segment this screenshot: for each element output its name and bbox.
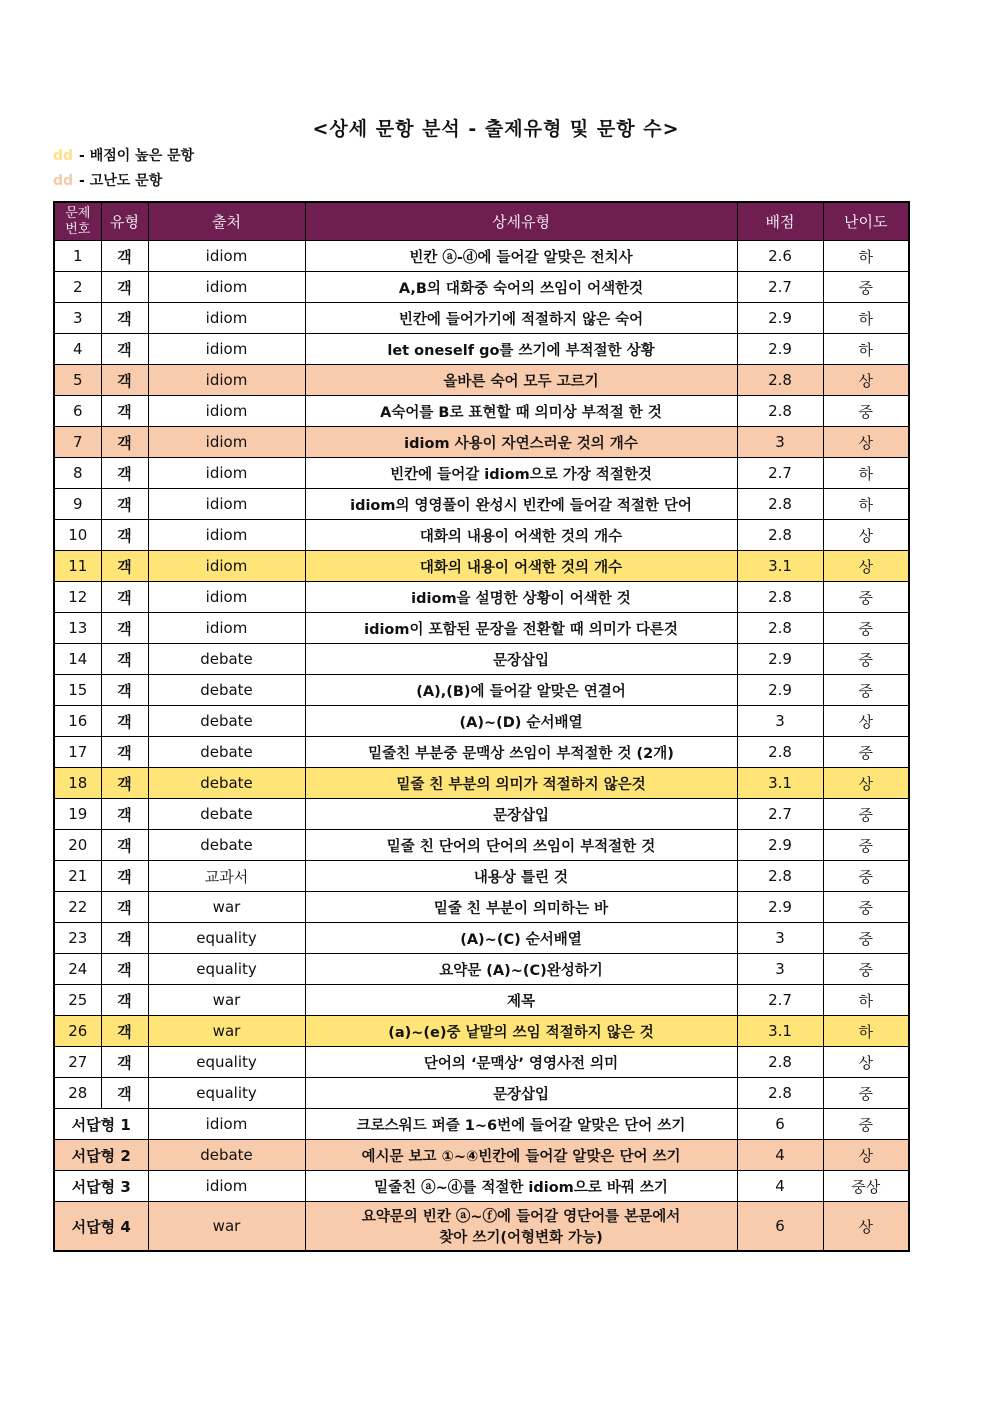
question-type-cell: 객	[101, 272, 148, 303]
table-row	[54, 551, 909, 582]
difficulty-cell: 상	[823, 365, 909, 396]
source-cell: war	[148, 1202, 305, 1252]
legend-swatch-high-difficulty: dd	[53, 173, 74, 189]
detail-type-cell: (a)~(e)중 낱말의 쓰임 적절하지 않은 것	[305, 1016, 737, 1047]
detail-type-cell: 밑줄 친 단어의 단어의 쓰임이 부적절한 것	[305, 830, 737, 861]
question-number-cell: 8	[54, 458, 101, 489]
points-cell: 2.8	[737, 1047, 823, 1078]
difficulty-cell: 상	[823, 1202, 909, 1252]
question-number-cell: 15	[54, 675, 101, 706]
source-cell: idiom	[148, 489, 305, 520]
detail-type-cell: A,B의 대화중 숙어의 쓰임이 어색한것	[305, 272, 737, 303]
points-cell: 2.9	[737, 675, 823, 706]
difficulty-cell: 하	[823, 303, 909, 334]
detail-type-cell: 요약문 (A)~(C)완성하기	[305, 954, 737, 985]
question-type-cell: 객	[101, 861, 148, 892]
source-cell: debate	[148, 830, 305, 861]
points-cell: 2.8	[737, 520, 823, 551]
question-number-cell: 10	[54, 520, 101, 551]
table-row	[54, 706, 909, 737]
points-cell: 2.7	[737, 458, 823, 489]
question-number-cell: 18	[54, 768, 101, 799]
detail-type-cell: 빈칸 ⓐ-ⓓ에 들어갈 알맞은 전치사	[305, 241, 737, 272]
essay-row	[54, 1202, 909, 1252]
question-number-cell: 5	[54, 365, 101, 396]
difficulty-cell: 상	[823, 520, 909, 551]
detail-line: 크로스워드 퍼즐 1~6번에 들어갈 알맞은 단어 쓰기	[356, 1117, 686, 1134]
source-cell: debate	[148, 1140, 305, 1171]
table-row	[54, 675, 909, 706]
essay-label-cell: 서답형 2	[54, 1140, 148, 1171]
question-type-cell: 객	[101, 489, 148, 520]
source-cell: idiom	[148, 272, 305, 303]
table-row	[54, 303, 909, 334]
points-cell: 3.1	[737, 768, 823, 799]
detail-type-cell	[305, 1140, 737, 1171]
question-type-cell: 객	[101, 768, 148, 799]
question-type-cell: 객	[101, 613, 148, 644]
question-type-cell: 객	[101, 303, 148, 334]
source-cell: idiom	[148, 582, 305, 613]
detail-line: 예시문 보고 ①~④빈칸에 들어갈 알맞은 단어 쓰기	[361, 1148, 681, 1165]
points-cell: 4	[737, 1171, 823, 1202]
question-number-cell: 3	[54, 303, 101, 334]
detail-line: 찾아 쓰기(어형변화 가능)	[439, 1230, 603, 1246]
question-number-cell: 4	[54, 334, 101, 365]
difficulty-cell: 중	[823, 737, 909, 768]
points-cell: 2.9	[737, 334, 823, 365]
detail-type-cell: 대화의 내용이 어색한 것의 개수	[305, 551, 737, 582]
question-number-cell: 12	[54, 582, 101, 613]
detail-type-cell	[305, 1109, 737, 1140]
legend-high-points	[53, 145, 194, 165]
table-row	[54, 861, 909, 892]
source-cell: debate	[148, 644, 305, 675]
source-cell: debate	[148, 675, 305, 706]
table-row	[54, 1016, 909, 1047]
difficulty-cell: 중	[823, 830, 909, 861]
difficulty-cell: 하	[823, 334, 909, 365]
essay-label-cell: 서답형 1	[54, 1109, 148, 1140]
table-row	[54, 830, 909, 861]
question-number-cell: 17	[54, 737, 101, 768]
detail-type-cell: 올바른 숙어 모두 고르기	[305, 365, 737, 396]
question-number-cell: 14	[54, 644, 101, 675]
source-cell: idiom	[148, 303, 305, 334]
question-type-cell: 객	[101, 737, 148, 768]
points-cell: 3.1	[737, 1016, 823, 1047]
difficulty-cell: 상	[823, 1047, 909, 1078]
detail-type-cell	[305, 1202, 737, 1252]
question-number-cell: 24	[54, 954, 101, 985]
difficulty-cell: 중	[823, 396, 909, 427]
source-cell: debate	[148, 799, 305, 830]
question-number-cell: 19	[54, 799, 101, 830]
difficulty-cell: 상	[823, 768, 909, 799]
source-cell: idiom	[148, 365, 305, 396]
question-number-cell: 20	[54, 830, 101, 861]
question-type-cell: 객	[101, 985, 148, 1016]
source-cell: idiom	[148, 1171, 305, 1202]
difficulty-cell: 상	[823, 706, 909, 737]
points-cell: 2.9	[737, 644, 823, 675]
question-type-cell: 객	[101, 1047, 148, 1078]
points-cell: 2.8	[737, 737, 823, 768]
difficulty-cell: 상	[823, 551, 909, 582]
table-row	[54, 954, 909, 985]
points-cell: 2.8	[737, 1078, 823, 1109]
source-cell: idiom	[148, 613, 305, 644]
table-row	[54, 985, 909, 1016]
points-cell: 2.9	[737, 303, 823, 334]
question-type-cell: 객	[101, 1016, 148, 1047]
detail-type-cell: idiom 사용이 자연스러운 것의 개수	[305, 427, 737, 458]
question-number-cell: 28	[54, 1078, 101, 1109]
detail-type-cell: (A)~(D) 순서배열	[305, 706, 737, 737]
table-row	[54, 427, 909, 458]
essay-label-cell: 서답형 3	[54, 1171, 148, 1202]
question-number-cell: 2	[54, 272, 101, 303]
detail-type-cell: idiom의 영영풀이 완성시 빈칸에 들어갈 적절한 단어	[305, 489, 737, 520]
detail-type-cell: 제목	[305, 985, 737, 1016]
detail-type-cell: idiom을 설명한 상황이 어색한 것	[305, 582, 737, 613]
detail-type-cell: let oneself go를 쓰기에 부적절한 상황	[305, 334, 737, 365]
source-cell: idiom	[148, 241, 305, 272]
source-cell: equality	[148, 954, 305, 985]
header-detail-type: 상세유형	[305, 202, 737, 241]
source-cell: idiom	[148, 551, 305, 582]
source-cell: idiom	[148, 520, 305, 551]
table-header-row	[54, 202, 909, 241]
question-type-cell: 객	[101, 241, 148, 272]
table-row	[54, 272, 909, 303]
question-type-cell: 객	[101, 892, 148, 923]
analysis-table	[53, 201, 910, 1252]
difficulty-cell: 중	[823, 582, 909, 613]
points-cell: 3	[737, 427, 823, 458]
source-cell: war	[148, 892, 305, 923]
question-number-cell: 9	[54, 489, 101, 520]
table-row	[54, 923, 909, 954]
points-cell: 2.8	[737, 489, 823, 520]
source-cell: equality	[148, 923, 305, 954]
difficulty-cell: 중	[823, 892, 909, 923]
question-type-cell: 객	[101, 365, 148, 396]
table-row	[54, 892, 909, 923]
points-cell: 2.9	[737, 830, 823, 861]
header-difficulty: 난이도	[823, 202, 909, 241]
table-row	[54, 768, 909, 799]
difficulty-cell: 중	[823, 799, 909, 830]
difficulty-cell: 상	[823, 427, 909, 458]
legend-label-high-difficulty: - 고난도 문항	[79, 173, 163, 189]
source-cell: idiom	[148, 396, 305, 427]
question-type-cell: 객	[101, 1078, 148, 1109]
detail-type-cell: 밑줄친 부분중 문맥상 쓰임이 부적절한 것 (2개)	[305, 737, 737, 768]
question-type-cell: 객	[101, 396, 148, 427]
table-row	[54, 1078, 909, 1109]
difficulty-cell: 중	[823, 644, 909, 675]
points-cell: 2.6	[737, 241, 823, 272]
header-source: 출처	[148, 202, 305, 241]
points-cell: 2.7	[737, 985, 823, 1016]
essay-row	[54, 1171, 909, 1202]
question-type-cell: 객	[101, 582, 148, 613]
table-row	[54, 1047, 909, 1078]
question-type-cell: 객	[101, 799, 148, 830]
page-title: <상세 문항 분석 - 출제유형 및 문항 수>	[312, 118, 680, 140]
difficulty-cell: 상	[823, 1140, 909, 1171]
detail-type-cell: 밑줄 친 부분이 의미하는 바	[305, 892, 737, 923]
question-type-cell: 객	[101, 923, 148, 954]
table-row	[54, 241, 909, 272]
essay-row	[54, 1109, 909, 1140]
question-type-cell: 객	[101, 551, 148, 582]
difficulty-cell: 하	[823, 458, 909, 489]
table-row	[54, 582, 909, 613]
detail-line: 요약문의 빈칸 ⓐ~ⓕ에 들어갈 영단어를 본문에서	[361, 1209, 681, 1225]
essay-row	[54, 1140, 909, 1171]
question-type-cell: 객	[101, 458, 148, 489]
legend-label-high-points: - 배점이 높은 문항	[79, 148, 195, 164]
question-number-cell: 21	[54, 861, 101, 892]
detail-type-cell: 내용상 틀린 것	[305, 861, 737, 892]
question-number-cell: 27	[54, 1047, 101, 1078]
points-cell: 6	[737, 1109, 823, 1140]
source-cell: equality	[148, 1047, 305, 1078]
detail-type-cell: 문장삽입	[305, 1078, 737, 1109]
question-number-cell: 6	[54, 396, 101, 427]
difficulty-cell: 중	[823, 954, 909, 985]
difficulty-cell: 중	[823, 613, 909, 644]
difficulty-cell: 중	[823, 272, 909, 303]
detail-type-cell: A숙어를 B로 표현할 때 의미상 부적절 한 것	[305, 396, 737, 427]
points-cell: 2.8	[737, 396, 823, 427]
source-cell: 교과서	[148, 861, 305, 892]
detail-type-cell: 대화의 내용이 어색한 것의 개수	[305, 520, 737, 551]
table-row	[54, 396, 909, 427]
question-number-cell: 26	[54, 1016, 101, 1047]
detail-type-cell: 밑줄 친 부분의 의미가 적절하지 않은것	[305, 768, 737, 799]
points-cell: 3	[737, 954, 823, 985]
points-cell: 2.9	[737, 892, 823, 923]
question-number-cell: 11	[54, 551, 101, 582]
points-cell: 3	[737, 923, 823, 954]
question-number-cell: 22	[54, 892, 101, 923]
legend-swatch-high-points: dd	[53, 148, 74, 164]
source-cell: idiom	[148, 334, 305, 365]
source-cell: debate	[148, 706, 305, 737]
source-cell: equality	[148, 1078, 305, 1109]
table-row	[54, 334, 909, 365]
detail-type-cell: 빈칸에 들어갈 idiom으로 가장 적절한것	[305, 458, 737, 489]
detail-type-cell: idiom이 포함된 문장을 전환할 때 의미가 다른것	[305, 613, 737, 644]
difficulty-cell: 하	[823, 489, 909, 520]
question-type-cell: 객	[101, 954, 148, 985]
points-cell: 2.8	[737, 861, 823, 892]
detail-type-cell: (A)~(C) 순서배열	[305, 923, 737, 954]
question-type-cell: 객	[101, 675, 148, 706]
points-cell: 3.1	[737, 551, 823, 582]
points-cell: 2.8	[737, 365, 823, 396]
points-cell: 2.7	[737, 272, 823, 303]
difficulty-cell: 중	[823, 1078, 909, 1109]
source-cell: idiom	[148, 458, 305, 489]
question-number-cell: 7	[54, 427, 101, 458]
header-type: 유형	[101, 202, 148, 241]
detail-type-cell: 단어의 ‘문맥상’ 영영사전 의미	[305, 1047, 737, 1078]
detail-type-cell: (A),(B)에 들어갈 알맞은 연결어	[305, 675, 737, 706]
question-type-cell: 객	[101, 706, 148, 737]
header-points: 배점	[737, 202, 823, 241]
source-cell: war	[148, 985, 305, 1016]
table-row	[54, 613, 909, 644]
table-row	[54, 458, 909, 489]
detail-type-cell: 문장삽입	[305, 799, 737, 830]
points-cell: 2.7	[737, 799, 823, 830]
table-row	[54, 737, 909, 768]
table-row	[54, 520, 909, 551]
header-question-number: 문제 번호	[54, 202, 101, 241]
question-number-cell: 1	[54, 241, 101, 272]
source-cell: debate	[148, 737, 305, 768]
question-number-cell: 23	[54, 923, 101, 954]
question-number-cell: 25	[54, 985, 101, 1016]
question-type-cell: 객	[101, 334, 148, 365]
source-cell: idiom	[148, 427, 305, 458]
difficulty-cell: 중	[823, 861, 909, 892]
essay-label-cell: 서답형 4	[54, 1202, 148, 1252]
question-number-cell: 16	[54, 706, 101, 737]
difficulty-cell: 하	[823, 985, 909, 1016]
difficulty-cell: 중	[823, 923, 909, 954]
detail-line: 밑줄친 ⓐ~ⓓ를 적절한 idiom으로 바꿔 쓰기	[374, 1179, 668, 1196]
difficulty-cell: 하	[823, 1016, 909, 1047]
source-cell: debate	[148, 768, 305, 799]
points-cell: 4	[737, 1140, 823, 1171]
question-number-cell: 13	[54, 613, 101, 644]
points-cell: 2.8	[737, 582, 823, 613]
question-type-cell: 객	[101, 427, 148, 458]
difficulty-cell: 중	[823, 1109, 909, 1140]
table-row	[54, 799, 909, 830]
source-cell: war	[148, 1016, 305, 1047]
points-cell: 6	[737, 1202, 823, 1252]
difficulty-cell: 중상	[823, 1171, 909, 1202]
points-cell: 3	[737, 706, 823, 737]
legend-high-difficulty	[53, 170, 162, 190]
points-cell: 2.8	[737, 613, 823, 644]
detail-type-cell	[305, 1171, 737, 1202]
detail-type-cell: 문장삽입	[305, 644, 737, 675]
source-cell: idiom	[148, 1109, 305, 1140]
table-row	[54, 489, 909, 520]
question-type-cell: 객	[101, 644, 148, 675]
difficulty-cell: 중	[823, 675, 909, 706]
table-row	[54, 644, 909, 675]
question-type-cell: 객	[101, 520, 148, 551]
question-type-cell: 객	[101, 830, 148, 861]
difficulty-cell: 하	[823, 241, 909, 272]
table-row	[54, 365, 909, 396]
detail-type-cell: 빈칸에 들어가기에 적절하지 않은 숙어	[305, 303, 737, 334]
